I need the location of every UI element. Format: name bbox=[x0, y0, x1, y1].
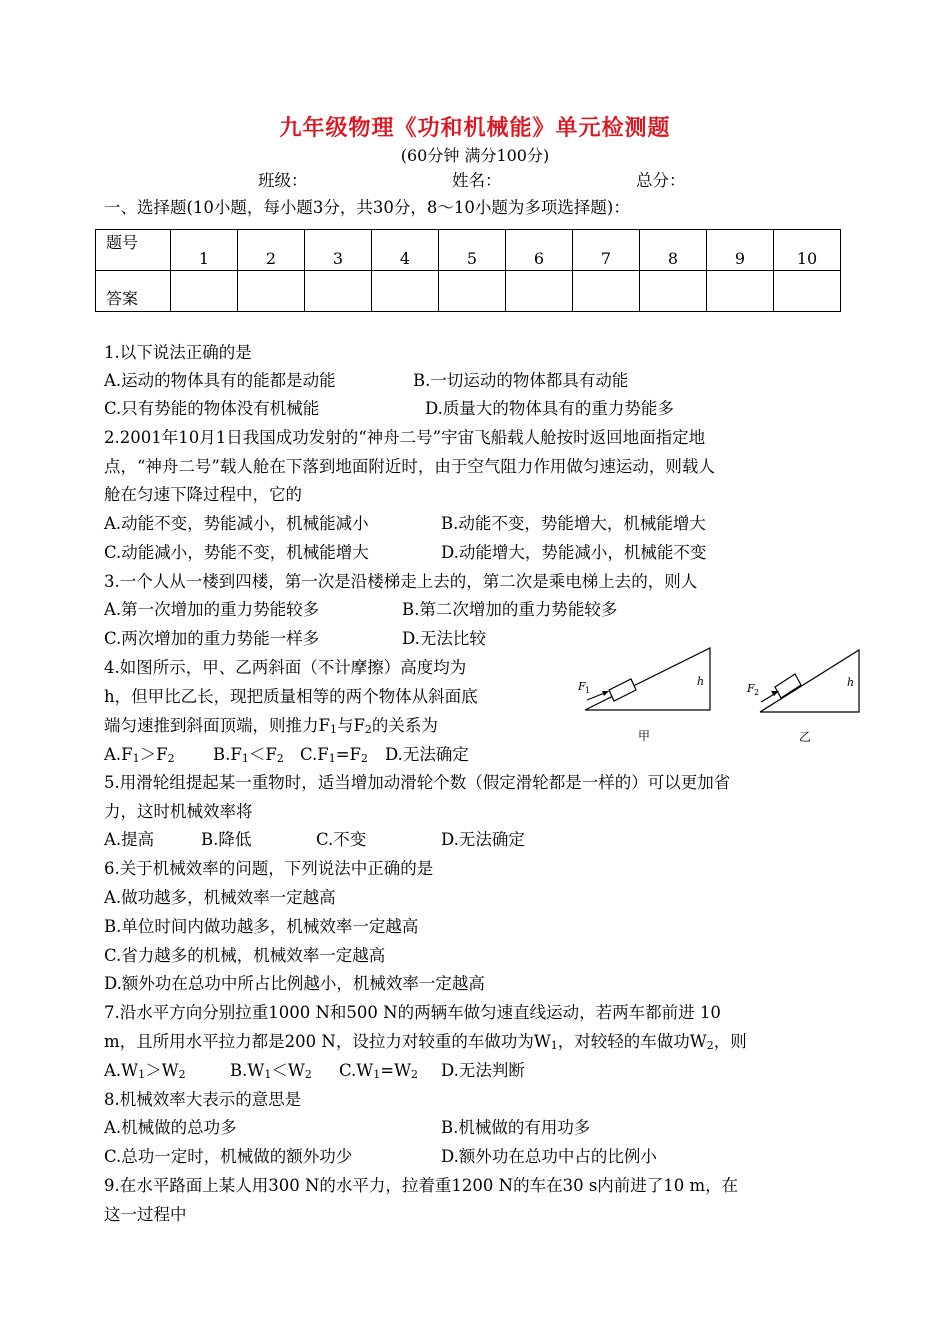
q2-option-d: D.动能增大，势能减小，机械能不变 bbox=[441, 543, 707, 562]
answer-header: 答案 bbox=[96, 271, 171, 312]
question-number-cell: 6 bbox=[506, 230, 573, 271]
q4-option-c: $C.F_1=F_2$ bbox=[300, 745, 369, 765]
page-subtitle: (60分钟 满分100分) bbox=[400, 146, 550, 165]
q3-option-d: D.无法比较 bbox=[402, 629, 486, 648]
q8-option-c: C.总功一定时，机械做的额外功少 bbox=[104, 1147, 353, 1166]
q4-line-1: 4.如图所示，甲、乙两斜面（不计摩擦）高度均为 bbox=[104, 658, 467, 677]
question-number-cell: 7 bbox=[573, 230, 640, 271]
incline-yi bbox=[746, 650, 859, 744]
table-row bbox=[96, 271, 841, 312]
page-title: 九年级物理《功和机械能》单元检测题 bbox=[279, 115, 671, 141]
q3-option-b: B.第二次增加的重力势能较多 bbox=[402, 600, 618, 619]
svg-text:甲: 甲 bbox=[638, 729, 651, 743]
q1-stem: 1.以下说法正确的是 bbox=[104, 343, 252, 362]
answer-cell[interactable] bbox=[238, 271, 305, 312]
section-heading: 一、选择题(10小题，每小题3分，共30分，8～10小题为多项选择题)： bbox=[104, 198, 630, 217]
q3-option-c: C.两次增加的重力势能一样多 bbox=[104, 629, 320, 648]
q2-line-3: 舱在匀速下降过程中，它的 bbox=[104, 485, 302, 504]
q8-option-d: D.额外功在总功中占的比例小 bbox=[441, 1147, 657, 1166]
incline-figure bbox=[565, 640, 865, 750]
q2-line-1: 2.2001年10月1日我国成功发射的“神舟二号”宇宙飞船载人舱按时返回地面指定地 bbox=[104, 428, 706, 447]
question-number-cell: 4 bbox=[372, 230, 439, 271]
q2-option-c: C.动能减小，势能不变，机械能增大 bbox=[104, 543, 369, 562]
q8-option-b: B.机械做的有用功多 bbox=[441, 1118, 591, 1137]
answer-cell[interactable] bbox=[171, 271, 238, 312]
q9-line-1: 9.在水平路面上某人用300 N的水平力，拉着重1200 N的车在30 s内前进了10 m，在 bbox=[104, 1176, 739, 1195]
question-number-cell: 9 bbox=[707, 230, 774, 271]
question-number-cell: 10 bbox=[774, 230, 841, 271]
q4-option-d: D.无法确定 bbox=[385, 745, 469, 764]
q9-line-2: 这一过程中 bbox=[104, 1205, 187, 1224]
q5-option-a: A.提高 bbox=[104, 830, 155, 849]
answer-cell[interactable] bbox=[439, 271, 506, 312]
question-number-cell: 5 bbox=[439, 230, 506, 271]
q5-line-1: 5.用滑轮组提起某一重物时，适当增加动滑轮个数（假定滑轮都是一样的）可以更加省 bbox=[104, 773, 731, 792]
svg-text:F: F bbox=[747, 682, 755, 695]
q6-option-d: D.额外功在总功中所占比例越小，机械效率一定越高 bbox=[104, 974, 485, 993]
svg-text:1: 1 bbox=[585, 686, 591, 695]
question-number-cell: 1 bbox=[171, 230, 238, 271]
svg-text:2: 2 bbox=[754, 688, 760, 697]
answer-cell[interactable] bbox=[305, 271, 372, 312]
q6-option-a: A.做功越多，机械效率一定越高 bbox=[104, 888, 336, 907]
q3-stem: 3.一个人从一楼到四楼，第一次是沿楼梯走上去的，第二次是乘电梯上去的，则人 bbox=[104, 572, 698, 591]
question-number-header: 题号 bbox=[96, 230, 171, 271]
answer-cell[interactable] bbox=[640, 271, 707, 312]
q5-option-b: B.降低 bbox=[201, 830, 252, 849]
q5-line-2: 力，这时机械效率将 bbox=[104, 802, 253, 821]
q7-line-2: m，且所用水平拉力都是200 N，设拉力对较重的车做功为$W_1$，对较轻的车做功$W_2$，则 bbox=[104, 1032, 747, 1052]
q2-option-a: A.动能不变，势能减小，机械能减小 bbox=[104, 514, 369, 533]
q4-line-2: h，但甲比乙长，现把质量相等的两个物体从斜面底 bbox=[104, 687, 478, 706]
answer-cell[interactable] bbox=[707, 271, 774, 312]
svg-text:h: h bbox=[847, 676, 855, 689]
answer-cell[interactable] bbox=[506, 271, 573, 312]
q7-option-d: D.无法判断 bbox=[441, 1061, 525, 1080]
q4-line-3: 端匀速推到斜面顶端，则推力$F_1$与$F_2$的关系为 bbox=[104, 716, 438, 736]
svg-text:F: F bbox=[578, 680, 586, 693]
q4-option-a: $A.F_1>F_2$ bbox=[104, 745, 175, 765]
q6-stem: 6.关于机械效率的问题，下列说法中正确的是 bbox=[104, 859, 434, 878]
incline-jia bbox=[577, 648, 710, 743]
q3-option-a: A.第一次增加的重力势能较多 bbox=[104, 600, 320, 619]
answer-table bbox=[95, 229, 841, 312]
q7-option-c: $C.W_1=W_2$ bbox=[339, 1061, 419, 1081]
table-row bbox=[96, 230, 841, 271]
q6-option-b: B.单位时间内做功越多，机械效率一定越高 bbox=[104, 917, 419, 936]
q7-option-a: $A.W_1>W_2$ bbox=[104, 1061, 186, 1081]
q7-option-b: $B.W_1<W_2$ bbox=[230, 1061, 312, 1081]
class-label: 班级： bbox=[258, 171, 308, 190]
q7-line-1: 7.沿水平方向分别拉重1000 N和500 N的两辆车做匀速直线运动，若两车都前进 10 bbox=[104, 1003, 721, 1022]
q1-option-d: D.质量大的物体具有的重力势能多 bbox=[425, 399, 674, 418]
svg-text:h: h bbox=[697, 675, 705, 688]
score-label: 总分： bbox=[636, 171, 686, 190]
q1-option-c: C.只有势能的物体没有机械能 bbox=[104, 399, 320, 418]
question-number-cell: 3 bbox=[305, 230, 372, 271]
q2-option-b: B.动能不变，势能增大，机械能增大 bbox=[441, 514, 706, 533]
answer-cell[interactable] bbox=[372, 271, 439, 312]
svg-text:乙: 乙 bbox=[799, 730, 812, 744]
name-label: 姓名： bbox=[452, 171, 502, 190]
q4-option-b: $B.F_1<F_2$ bbox=[213, 745, 284, 765]
q6-option-c: C.省力越多的机械，机械效率一定越高 bbox=[104, 946, 386, 965]
answer-cell[interactable] bbox=[573, 271, 640, 312]
q1-option-a: A.运动的物体具有的能都是动能 bbox=[104, 371, 336, 390]
q5-option-c: C.不变 bbox=[316, 830, 367, 849]
q2-line-2: 点，“神舟二号”载人舱在下落到地面附近时，由于空气阻力作用做匀速运动，则载人 bbox=[104, 457, 715, 476]
question-number-cell: 8 bbox=[640, 230, 707, 271]
q1-option-b: B.一切运动的物体都具有动能 bbox=[413, 371, 629, 390]
q8-option-a: A.机械做的总功多 bbox=[104, 1118, 237, 1137]
q8-stem: 8.机械效率大表示的意思是 bbox=[104, 1090, 302, 1109]
question-number-cell: 2 bbox=[238, 230, 305, 271]
answer-cell[interactable] bbox=[774, 271, 841, 312]
q5-option-d: D.无法确定 bbox=[441, 830, 525, 849]
